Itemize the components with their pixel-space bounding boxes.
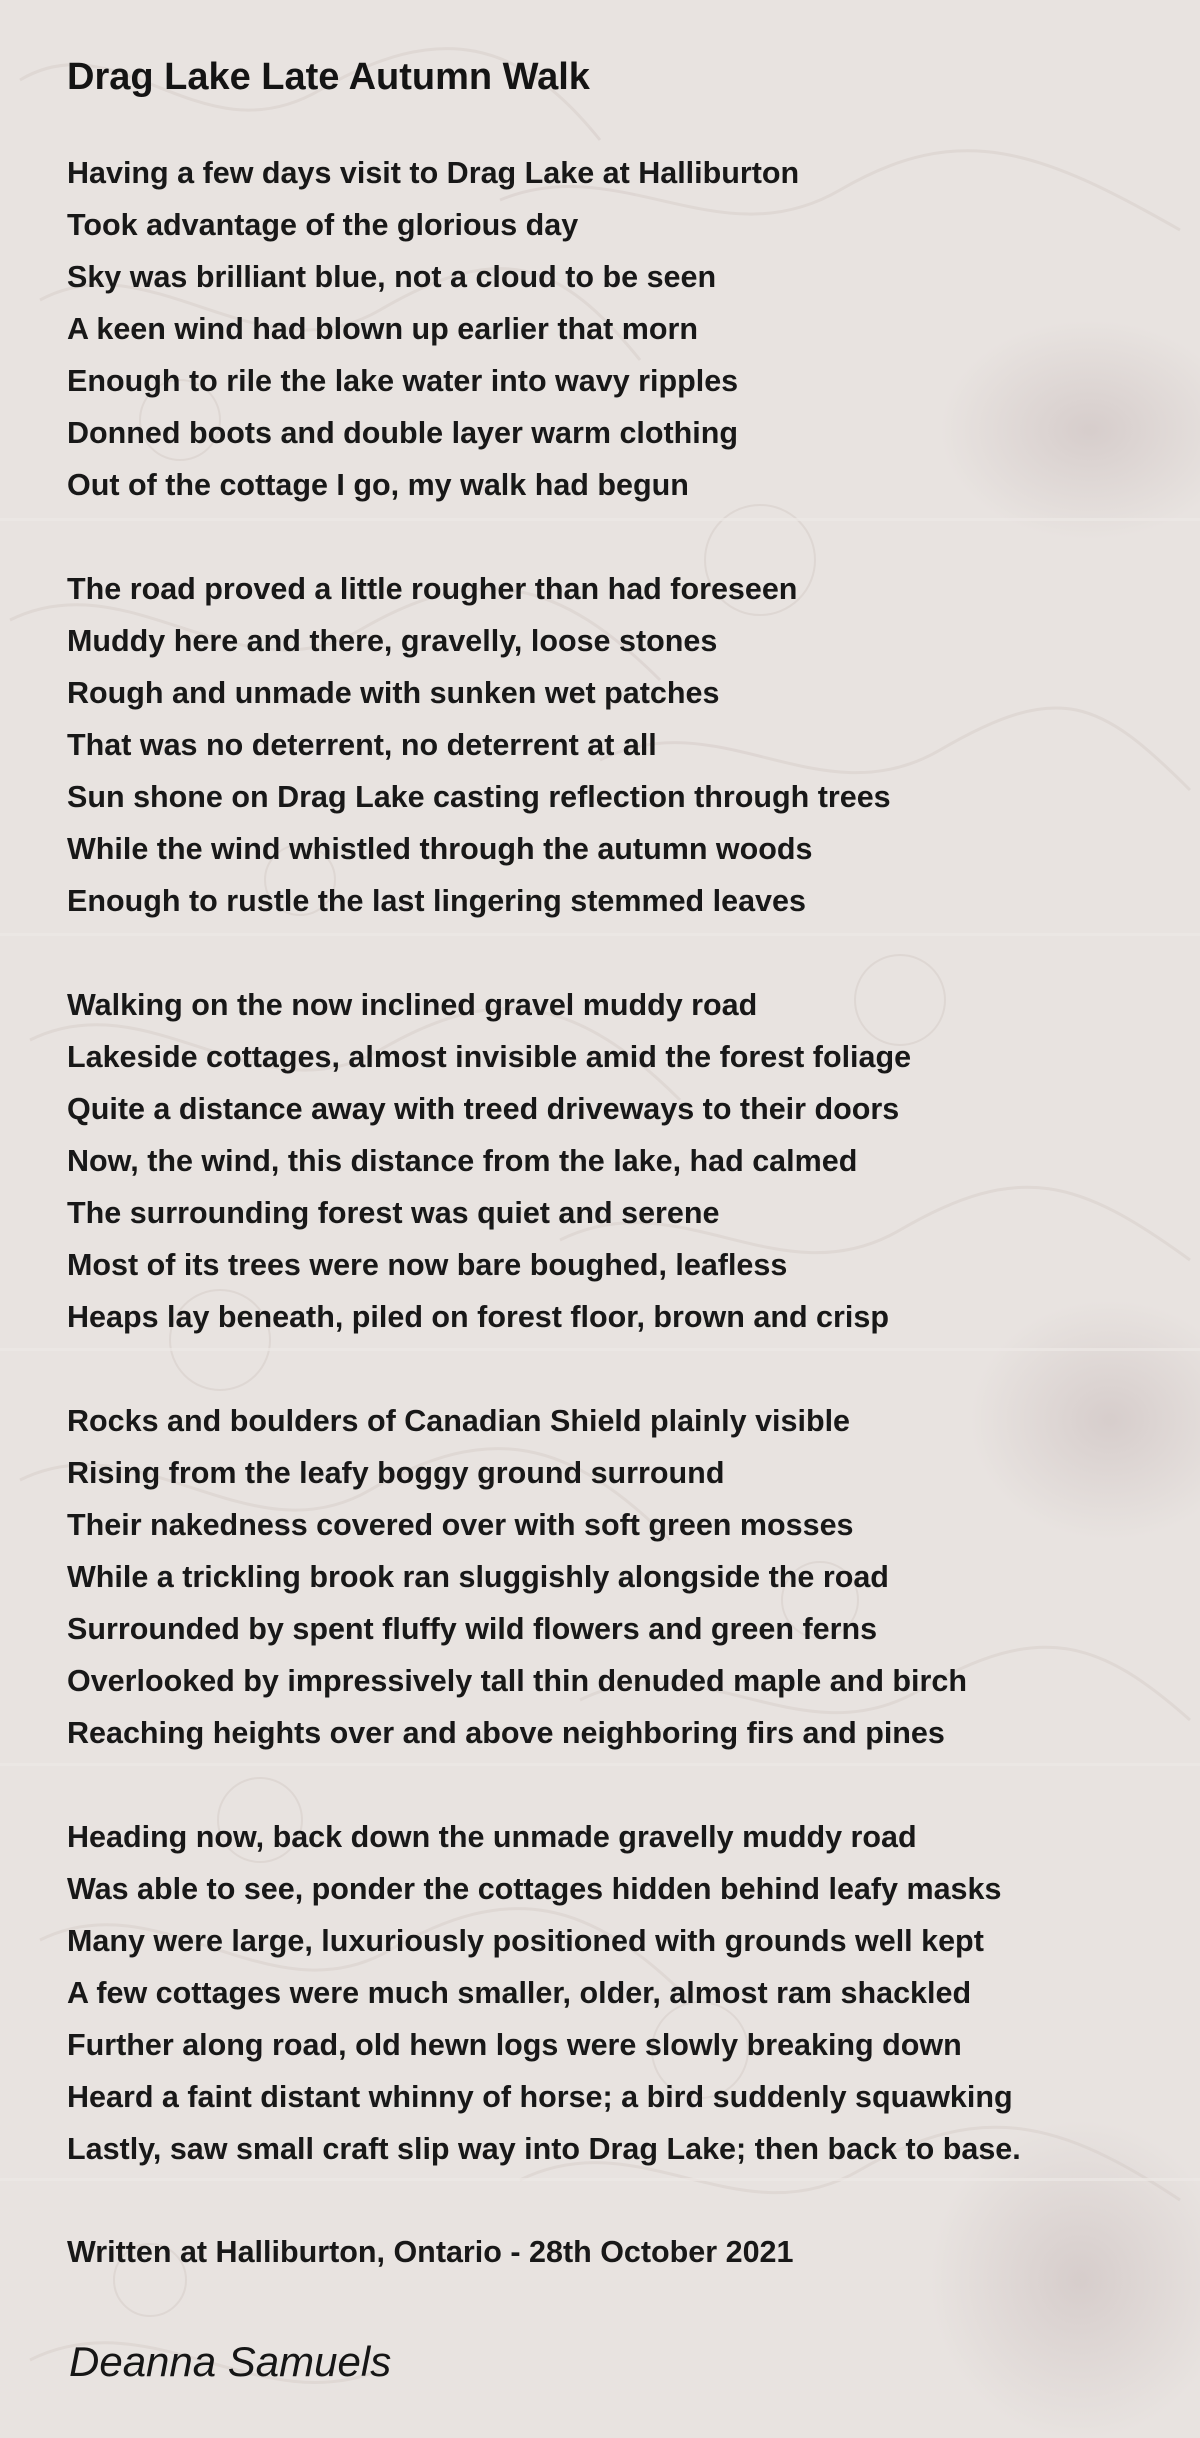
poem-line: The surrounding forest was quiet and serene	[67, 1196, 720, 1230]
poem-line: Lastly, saw small craft slip way into Drag Lake; then back to base.	[67, 2132, 1021, 2166]
stanza-5	[67, 1811, 1167, 2175]
poem-line: Heading now, back down the unmade gravelly muddy road	[67, 1820, 917, 1854]
poem-line: Rough and unmade with sunken wet patches	[67, 676, 720, 710]
poem-line: Enough to rile the lake water into wavy ripples	[67, 364, 739, 398]
poem-line: Took advantage of the glorious day	[67, 208, 579, 242]
poem-line: While a trickling brook ran sluggishly alongside the road	[67, 1560, 889, 1594]
poem-line: A few cottages were much smaller, older, almost ram shackled	[67, 1976, 972, 2010]
poem-line: Enough to rustle the last lingering stemmed leaves	[67, 884, 806, 918]
poem-line: Heard a faint distant whinny of horse; a bird suddenly squawking	[67, 2080, 1013, 2114]
poem-line: Out of the cottage I go, my walk had begun	[67, 468, 689, 502]
poem-line: Overlooked by impressively tall thin denuded maple and birch	[67, 1664, 967, 1698]
poem-line: Now, the wind, this distance from the lake, had calmed	[67, 1144, 858, 1178]
poem-line: Rising from the leafy boggy ground surround	[67, 1456, 725, 1490]
poem-line: Lakeside cottages, almost invisible amid the forest foliage	[67, 1040, 912, 1074]
poem-line: Sun shone on Drag Lake casting reflection through trees	[67, 780, 891, 814]
poem-line: Heaps lay beneath, piled on forest floor, brown and crisp	[67, 1300, 889, 1334]
poem-body	[67, 147, 1167, 2227]
poem-line: Walking on the now inclined gravel muddy road	[67, 988, 758, 1022]
stanza-3	[67, 979, 1167, 1343]
poem-line: Their nakedness covered over with soft green mosses	[67, 1508, 854, 1542]
poem-title: Drag Lake Late Autumn Walk	[67, 56, 590, 98]
poem-line: That was no deterrent, no deterrent at all	[67, 728, 657, 762]
poem-line: Quite a distance away with treed driveways to their doors	[67, 1092, 900, 1126]
poem-line: Rocks and boulders of Canadian Shield plainly visible	[67, 1404, 851, 1438]
author-name: Deanna Samuels	[69, 2338, 392, 2385]
poem-line: Donned boots and double layer warm clothing	[67, 416, 739, 450]
poem-line: Muddy here and there, gravelly, loose stones	[67, 624, 718, 658]
poem-line: Surrounded by spent fluffy wild flowers and green ferns	[67, 1612, 878, 1646]
poem-line: The road proved a little rougher than had foreseen	[67, 572, 798, 606]
stanza-4	[67, 1395, 1167, 1759]
poem-line: Many were large, luxuriously positioned with grounds well kept	[67, 1924, 984, 1958]
poem-line: Having a few days visit to Drag Lake at Halliburton	[67, 156, 800, 190]
poem-line: While the wind whistled through the autumn woods	[67, 832, 813, 866]
poem-line: Was able to see, ponder the cottages hidden behind leafy masks	[67, 1872, 1002, 1906]
written-note: Written at Halliburton, Ontario - 28th October 2021	[67, 2235, 794, 2269]
poem-line: Sky was brilliant blue, not a cloud to be seen	[67, 260, 717, 294]
stanza-2	[67, 563, 1167, 927]
poem-line: Further along road, old hewn logs were slowly breaking down	[67, 2028, 962, 2062]
poem-line: Reaching heights over and above neighboring firs and pines	[67, 1716, 945, 1750]
poem-line: A keen wind had blown up earlier that morn	[67, 312, 698, 346]
poem-line: Most of its trees were now bare boughed, leafless	[67, 1248, 788, 1282]
stanza-1	[67, 147, 1167, 511]
